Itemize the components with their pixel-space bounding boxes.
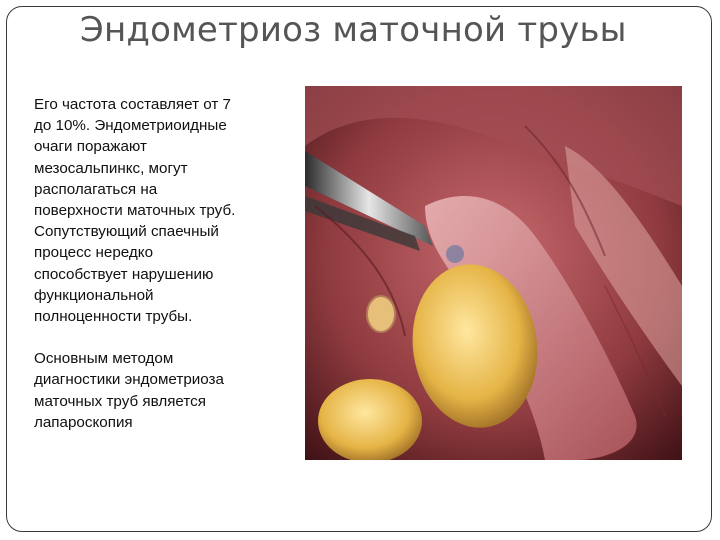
laparoscopy-photo bbox=[305, 86, 682, 460]
slide-title: Эндометриоз маточной труьы bbox=[80, 10, 627, 50]
laparoscopy-image bbox=[305, 86, 682, 460]
paragraph-frequency: Его частота составляет от 7 до 10%. Эндометриоидные очаги поражают мезосальпинкс, могут располагаться на поверхности маточных труб. Сопутствующий спаечный процесс нередко способствует нарушению функциональной полноценности трубы. bbox=[34, 96, 236, 326]
paragraph-diagnosis: Основным методом диагностики эндометриоза маточных труб является лапароскопия bbox=[34, 350, 224, 431]
slide-body bbox=[34, 94, 304, 433]
